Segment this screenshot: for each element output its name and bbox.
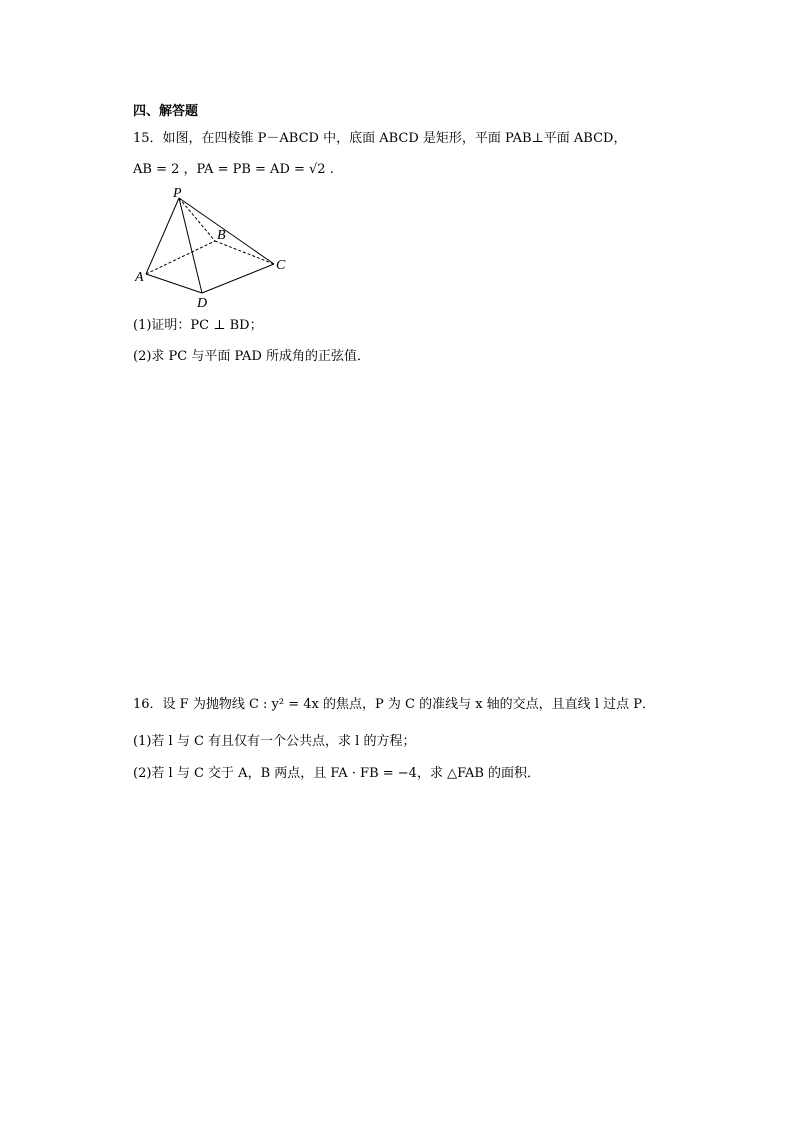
edge-bc	[215, 241, 274, 264]
question-15-stem-line1: 15．如图，在四棱锥 P－ABCD 中，底面 ABCD 是矩形，平面 PAB⊥平面 ABCD，	[133, 131, 627, 146]
edge-pc	[179, 198, 274, 264]
question-16-part1: (1)若 l 与 C 有且仅有一个公共点，求 l 的方程；	[133, 734, 416, 749]
edge-pa	[146, 198, 179, 274]
edge-pd	[179, 198, 202, 293]
edge-ab	[146, 241, 215, 274]
label-a: A	[135, 270, 144, 285]
question-16-part2: (2)若 l 与 C 交于 A，B 两点，且 FA · FB = −4，求 △FAB 的面积．	[133, 766, 541, 781]
label-b: B	[217, 228, 226, 243]
question-15-part1: (1)证明：PC ⊥ BD；	[133, 318, 263, 333]
section-title: 四、解答题	[133, 104, 199, 119]
pyramid-figure	[133, 184, 293, 312]
label-p: P	[173, 186, 182, 201]
question-15-stem-line2: AB = 2 ，PA = PB = AD = √2 .	[133, 162, 334, 177]
edge-dc	[202, 264, 274, 293]
question-15-part2: (2)求 PC 与平面 PAD 所成角的正弦值．	[133, 349, 371, 364]
pyramid-diagram	[133, 184, 293, 312]
edge-ad	[146, 274, 202, 293]
label-d: D	[197, 296, 208, 311]
label-c: C	[276, 258, 286, 273]
question-16-stem: 16．设 F 为抛物线 C : y² = 4x 的焦点，P 为 C 的准线与 x 轴的交点，且直线 l 过点 P．	[133, 697, 655, 712]
